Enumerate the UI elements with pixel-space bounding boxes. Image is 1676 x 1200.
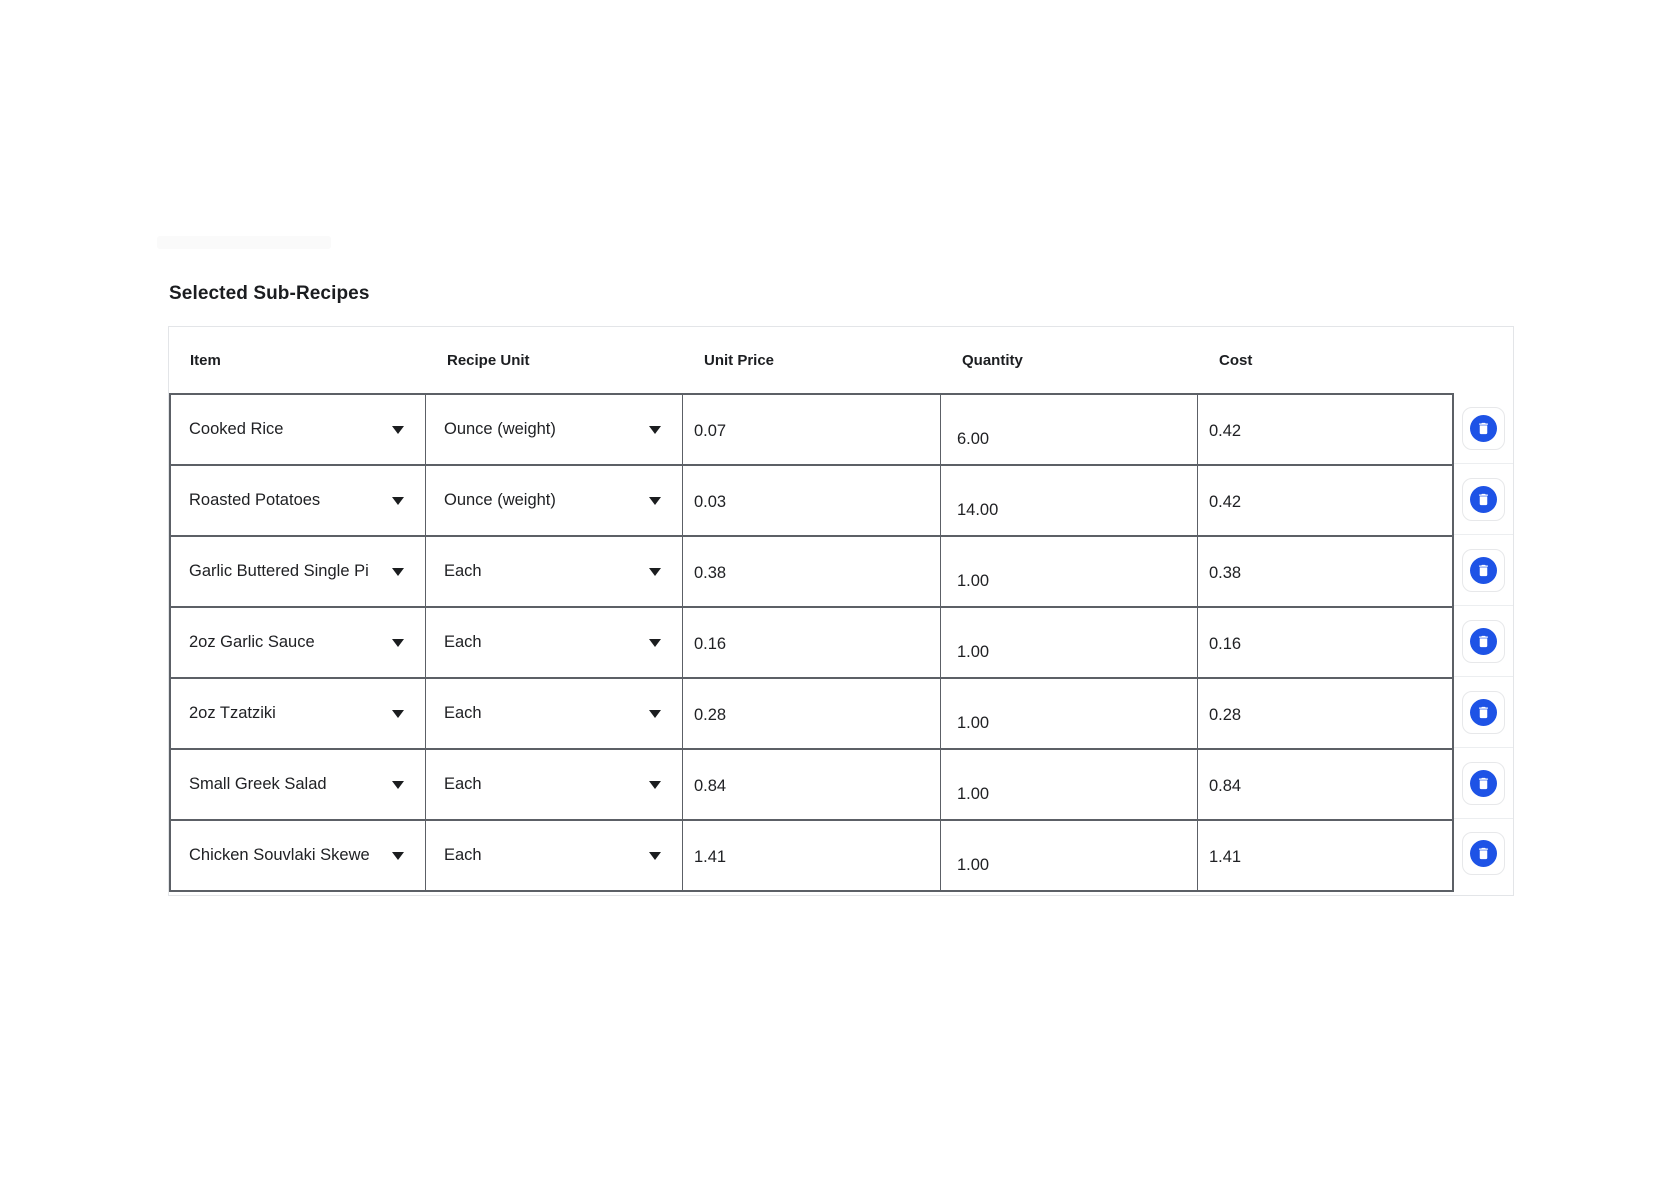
- table-row: [171, 821, 1452, 890]
- delete-row-button[interactable]: [1462, 549, 1505, 592]
- chevron-down-icon: [649, 781, 661, 789]
- cost-cell: [1198, 821, 1452, 890]
- unit-price-value: 0.07: [694, 422, 727, 440]
- chevron-down-icon: [649, 639, 661, 647]
- delete-row-button[interactable]: [1462, 691, 1505, 734]
- cost-cell: [1198, 750, 1452, 819]
- cost-cell: [1198, 537, 1452, 606]
- trash-icon: [1470, 770, 1497, 797]
- row-action-cell: [1454, 464, 1513, 535]
- unit-price-value: 0.28: [694, 706, 727, 724]
- chevron-down-icon: [392, 639, 404, 647]
- chevron-down-icon: [392, 852, 404, 860]
- chevron-down-icon: [392, 426, 404, 434]
- quantity-value: 6.00: [957, 430, 990, 448]
- unit-price-cell: [683, 466, 941, 535]
- quantity-input[interactable]: [941, 821, 1198, 890]
- chevron-down-icon: [392, 497, 404, 505]
- recipe-unit-select-value: Ounce (weight): [444, 420, 556, 438]
- delete-row-button[interactable]: [1462, 832, 1505, 875]
- unit-price-cell: [683, 608, 941, 677]
- trash-icon: [1470, 486, 1497, 513]
- cost-cell: [1198, 608, 1452, 677]
- table-row: [171, 750, 1452, 821]
- recipe-unit-select[interactable]: [426, 537, 683, 606]
- item-select[interactable]: [171, 750, 426, 819]
- chevron-down-icon: [649, 852, 661, 860]
- unit-price-cell: [683, 679, 941, 748]
- delete-row-button[interactable]: [1462, 407, 1505, 450]
- recipe-unit-select[interactable]: [426, 466, 683, 535]
- recipe-unit-select-value: Each: [444, 633, 482, 651]
- item-select[interactable]: [171, 608, 426, 677]
- unit-price-value: 1.41: [694, 848, 727, 866]
- chevron-down-icon: [649, 426, 661, 434]
- quantity-input[interactable]: [941, 537, 1198, 606]
- table-row: [171, 395, 1452, 466]
- recipe-unit-select[interactable]: [426, 395, 683, 464]
- unit-price-value: 0.03: [694, 493, 727, 511]
- delete-row-button[interactable]: [1462, 478, 1505, 521]
- unit-price-value: 0.38: [694, 564, 727, 582]
- quantity-value: 14.00: [957, 501, 999, 519]
- recipe-unit-select-value: Each: [444, 704, 482, 722]
- unit-price-value: 0.16: [694, 635, 727, 653]
- item-select-value: Garlic Buttered Single Pi: [189, 562, 369, 580]
- skeleton-placeholder-top: [157, 236, 331, 249]
- trash-icon: [1470, 415, 1497, 442]
- trash-icon: [1470, 699, 1497, 726]
- row-actions-column: [1454, 393, 1513, 888]
- chevron-down-icon: [649, 710, 661, 718]
- unit-price-cell: [683, 750, 941, 819]
- cost-cell: [1198, 466, 1452, 535]
- column-header-quantity: Quantity: [962, 351, 1023, 369]
- cost-cell: [1198, 395, 1452, 464]
- item-select[interactable]: [171, 466, 426, 535]
- row-action-cell: [1454, 393, 1513, 464]
- item-select-value: Chicken Souvlaki Skewe: [189, 846, 370, 864]
- table-row: [171, 466, 1452, 537]
- unit-price-cell: [683, 821, 941, 890]
- delete-row-button[interactable]: [1462, 620, 1505, 663]
- cost-value: 0.42: [1209, 422, 1242, 440]
- quantity-value: 1.00: [957, 785, 990, 803]
- quantity-value: 1.00: [957, 643, 990, 661]
- table-row: [171, 679, 1452, 750]
- item-select-value: 2oz Tzatziki: [189, 704, 276, 722]
- row-action-cell: [1454, 606, 1513, 677]
- quantity-value: 1.00: [957, 714, 990, 732]
- row-action-cell: [1454, 677, 1513, 748]
- column-header-recipe-unit: Recipe Unit: [447, 351, 530, 369]
- table-row: [171, 608, 1452, 679]
- quantity-value: 1.00: [957, 856, 990, 874]
- cost-cell: [1198, 679, 1452, 748]
- recipe-unit-select-value: Each: [444, 562, 482, 580]
- chevron-down-icon: [392, 781, 404, 789]
- unit-price-cell: [683, 395, 941, 464]
- recipe-unit-select-value: Each: [444, 775, 482, 793]
- quantity-input[interactable]: [941, 395, 1198, 464]
- trash-icon: [1470, 557, 1497, 584]
- cost-value: 0.28: [1209, 706, 1242, 724]
- column-header-unit-price: Unit Price: [704, 351, 775, 369]
- item-select[interactable]: [171, 537, 426, 606]
- item-select-value: Small Greek Salad: [189, 775, 327, 793]
- cost-value: 0.16: [1209, 635, 1242, 653]
- sub-recipes-table: [168, 326, 1514, 896]
- quantity-input[interactable]: [941, 750, 1198, 819]
- column-header-item: Item: [190, 351, 221, 369]
- item-select[interactable]: [171, 395, 426, 464]
- item-select-value: Cooked Rice: [189, 420, 284, 438]
- chevron-down-icon: [392, 568, 404, 576]
- chevron-down-icon: [649, 497, 661, 505]
- item-select[interactable]: [171, 821, 426, 890]
- quantity-input[interactable]: [941, 679, 1198, 748]
- row-action-cell: [1454, 819, 1513, 888]
- chevron-down-icon: [649, 568, 661, 576]
- row-action-cell: [1454, 748, 1513, 819]
- table-body-grid: [169, 393, 1454, 892]
- cost-value: 0.84: [1209, 777, 1242, 795]
- unit-price-cell: [683, 537, 941, 606]
- quantity-input[interactable]: [941, 608, 1198, 677]
- trash-icon: [1470, 628, 1497, 655]
- page-title: Selected Sub-Recipes: [169, 283, 370, 304]
- trash-icon: [1470, 840, 1497, 867]
- delete-row-button[interactable]: [1462, 762, 1505, 805]
- cost-value: 0.42: [1209, 493, 1242, 511]
- unit-price-value: 0.84: [694, 777, 727, 795]
- recipe-unit-select[interactable]: [426, 679, 683, 748]
- recipe-unit-select-value: Ounce (weight): [444, 491, 556, 509]
- quantity-input[interactable]: [941, 466, 1198, 535]
- recipe-unit-select[interactable]: [426, 750, 683, 819]
- item-select-value: Roasted Potatoes: [189, 491, 321, 509]
- table-header-row: [169, 327, 1513, 393]
- item-select-value: 2oz Garlic Sauce: [189, 633, 315, 651]
- item-select[interactable]: [171, 679, 426, 748]
- cost-value: 1.41: [1209, 848, 1242, 866]
- column-header-cost: Cost: [1219, 351, 1253, 369]
- cost-value: 0.38: [1209, 564, 1242, 582]
- table-row: [171, 537, 1452, 608]
- recipe-unit-select[interactable]: [426, 608, 683, 677]
- recipe-unit-select-value: Each: [444, 846, 482, 864]
- row-action-cell: [1454, 535, 1513, 606]
- quantity-value: 1.00: [957, 572, 990, 590]
- chevron-down-icon: [392, 710, 404, 718]
- recipe-unit-select[interactable]: [426, 821, 683, 890]
